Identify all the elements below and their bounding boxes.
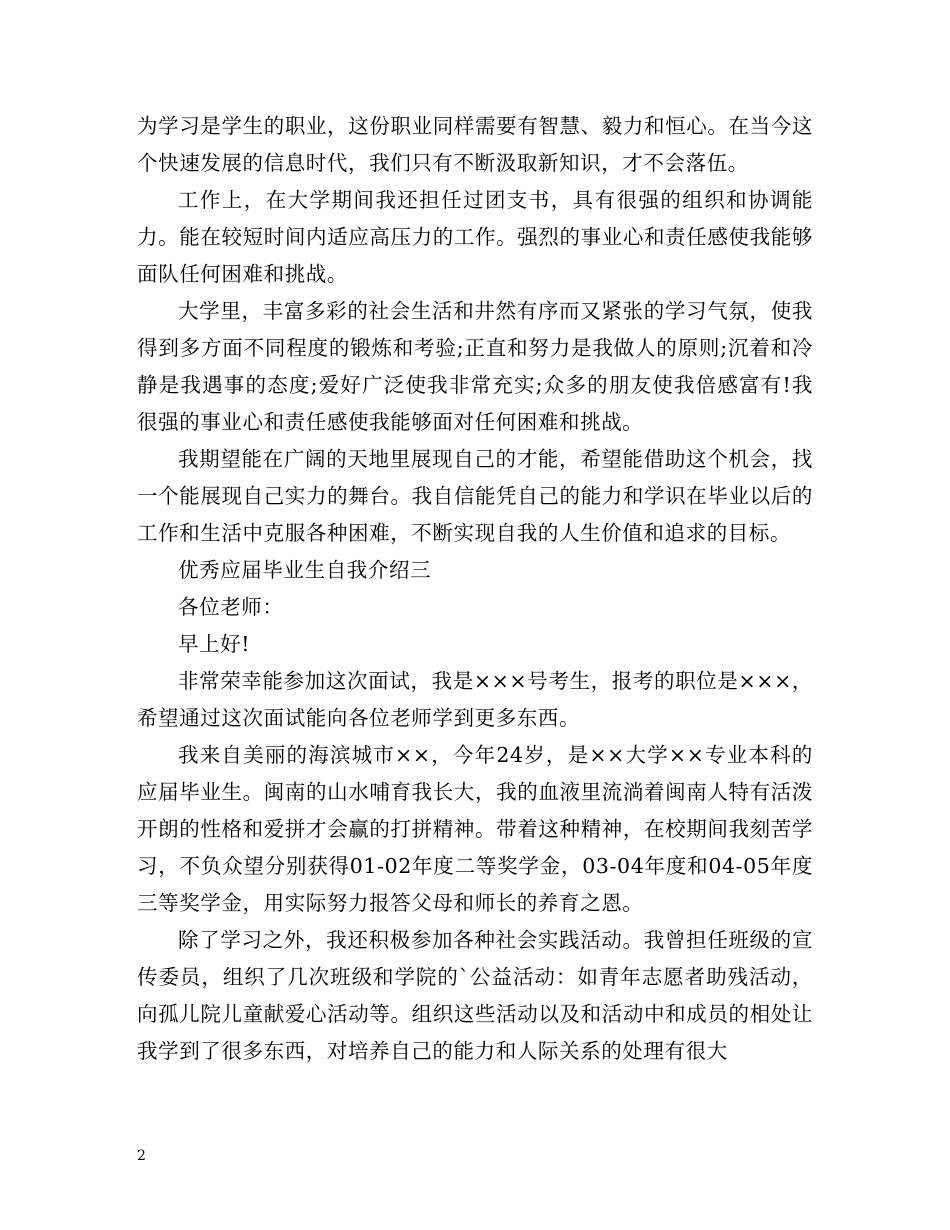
page-number: 2 bbox=[137, 1148, 146, 1164]
paragraph: 除了学习之外，我还积极参加各种社会实践活动。我曾担任班级的宣传委员，组织了几次班级和学院的`公益活动：如青年志愿者助残活动，向孤儿院儿童献爱心活动等。组织这些活动以及和活动中和成员的相处让我学到了很多东西，对培养自己的能力和人际关系的处理有很大 bbox=[137, 928, 813, 1063]
paragraph: 我期望能在广阔的天地里展现自己的才能，希望能借助这个机会，找一个能展现自己实力的舞台。我自信能凭自己的能力和学识在毕业以后的工作和生活中克服各种困难，不断实现自我的人生价值和追求的目标。 bbox=[137, 447, 813, 545]
paragraph: 非常荣幸能参加这次面试，我是×××号考生，报考的职位是×××，希望通过这次面试能向各位老师学到更多东西。 bbox=[137, 669, 813, 730]
section-heading: 优秀应届毕业生自我介绍三 bbox=[178, 558, 432, 582]
body-text bbox=[137, 108, 813, 1070]
salutation: 各位老师： bbox=[178, 595, 284, 619]
paragraph: 工作上，在大学期间我还担任过团支书，具有很强的组织和协调能力。能在较短时间内适应高压力的工作。强烈的事业心和责任感使我能够面队任何困难和挑战。 bbox=[137, 188, 813, 286]
greeting: 早上好! bbox=[178, 632, 251, 656]
paragraph: 大学里，丰富多彩的社会生活和井然有序而又紧张的学习气氛，使我得到多方面不同程度的锻炼和考验;正直和努力是我做人的原则;沉着和冷静是我遇事的态度;爱好广泛使我非常充实;众多的朋友使我倍感富有!我很强的事业心和责任感使我能够面对任何困难和挑战。 bbox=[137, 299, 813, 434]
paragraph: 为学习是学生的职业，这份职业同样需要有智慧、毅力和恒心。在当今这个快速发展的信息时代，我们只有不断汲取新知识，才不会落伍。 bbox=[137, 114, 813, 175]
paragraph: 我来自美丽的海滨城市××，今年24岁，是××大学××专业本科的应届毕业生。闽南的山水哺育我长大，我的血液里流淌着闽南人特有活泼开朗的性格和爱拼才会赢的打拼精神。带着这种精神，在校期间我刻苦学习，不负众望分别获得01-02年度二等奖学金，03-04年度和04-05年度三等奖学金，用实际努力报答父母和师长的养育之恩。 bbox=[137, 743, 813, 915]
